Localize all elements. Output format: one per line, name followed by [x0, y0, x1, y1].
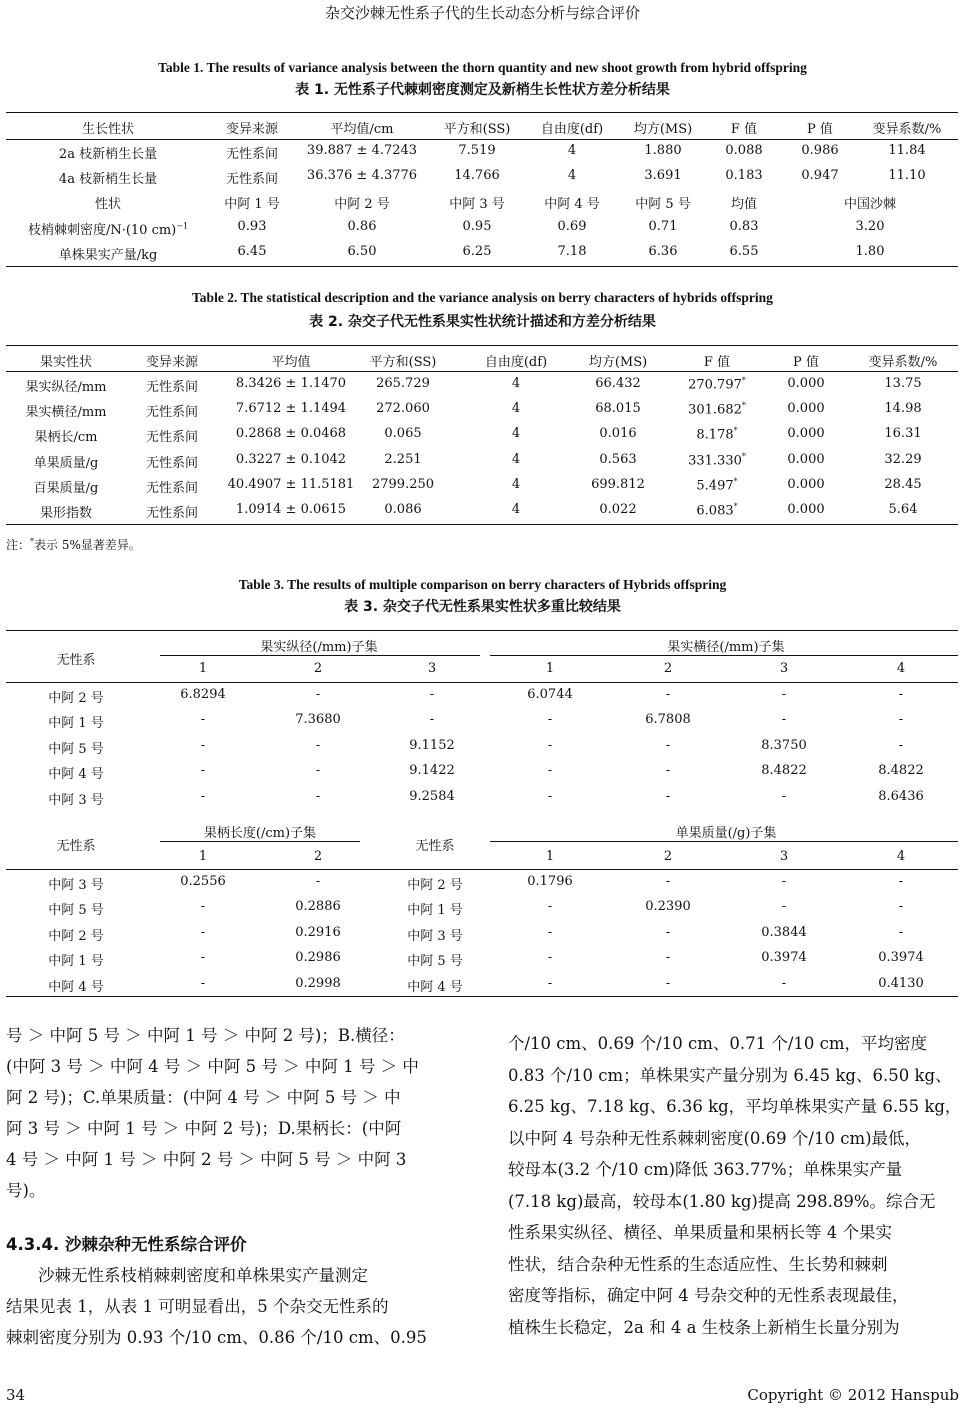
table1-header-cell: 均方(MS)	[633, 122, 693, 137]
table3-top-rule	[6, 630, 958, 631]
table1-cell: 0.86	[347, 219, 377, 234]
table2-cell: 66.432	[595, 376, 641, 391]
table1-cell: 11.84	[888, 143, 926, 158]
table3-cell: -	[547, 763, 553, 778]
table2-cell: 单果质量/g	[33, 456, 99, 471]
table3-clone-label: 无性系	[56, 839, 96, 854]
table2-cell: 699.812	[591, 477, 645, 492]
table3-cell: -	[200, 976, 206, 991]
table1-header2-cell: 中阿 5 号	[635, 197, 691, 212]
table2-cell: 265.729	[376, 376, 430, 391]
table2-cell: 5.64	[888, 502, 918, 517]
table3-cell: 中阿 1 号	[48, 954, 104, 969]
table3-groupB-rule	[490, 655, 958, 656]
table3-cell: 0.2886	[295, 899, 341, 914]
table1-cell: 1.880	[644, 143, 682, 158]
table1-cell: 无性系间	[225, 147, 278, 162]
table1-header-rule	[6, 139, 958, 140]
table3-cell: 0.3974	[878, 950, 924, 965]
table2-cell: 百果质量/g	[33, 481, 99, 496]
table1-header2-cell: 中阿 4 号	[544, 197, 600, 212]
table3-cell: -	[315, 687, 321, 702]
table3-cell: -	[547, 925, 553, 940]
table3-cell: -	[200, 738, 206, 753]
table2-note	[6, 536, 141, 553]
body-line: 号 ＞ 中阿 5 号 ＞ 中阿 1 号 ＞ 中阿 2 号)；B.横径：	[6, 1026, 405, 1045]
table3-subset-b: 2	[663, 661, 673, 676]
table3-cell: 0.2986	[295, 950, 341, 965]
table1-cell: 11.10	[888, 168, 926, 183]
table3-subset-b: 1	[545, 849, 555, 864]
table3-cell: 中阿 4 号	[48, 767, 104, 782]
table1-cell: 2a 枝新梢生长量	[58, 147, 158, 162]
copyright: Copyright © 2012 Hanspub	[747, 1386, 959, 1404]
significance-star: *	[741, 452, 746, 461]
table1-cell: 单株果实产量/kg	[58, 248, 158, 263]
table3-subset-a: 2	[313, 849, 323, 864]
table3-cell: 中阿 2 号	[407, 878, 463, 893]
table2-caption-cn: 表 2. 杂交子代无性系果实性状统计描述和方差分析结果	[309, 314, 656, 330]
table1-cell: 0.947	[801, 168, 839, 183]
table3-cell: 中阿 4 号	[48, 980, 104, 995]
table1-cell: 0.183	[725, 168, 763, 183]
table2-cell: 4	[511, 452, 521, 467]
f-value: 6.083	[696, 503, 734, 519]
f-value: 8.178	[696, 427, 734, 443]
table3-cell: -	[781, 976, 787, 991]
f-value: 5.497	[696, 478, 734, 494]
page-number: 34	[6, 1386, 26, 1404]
table2-header-cell: 变异系数/%	[868, 355, 938, 370]
table2-cell: 1.0914 ± 0.0615	[235, 502, 347, 517]
table3-subset-b: 2	[663, 849, 673, 864]
table1-header-cell: 变异来源	[225, 122, 278, 137]
significance-star: *	[741, 401, 746, 410]
table1-cell: 6.50	[347, 244, 377, 259]
table3-cell: 8.3750	[761, 738, 807, 753]
table3-cell: -	[665, 976, 671, 991]
table1-header-cell: 平均值/cm	[330, 122, 394, 137]
table2-cell: 32.29	[884, 452, 922, 467]
table3-cell: 中阿 5 号	[407, 954, 463, 969]
table3-cell: 6.8294	[180, 687, 226, 702]
table1-header2-cell: 均值	[730, 197, 757, 212]
table2-header-cell: 果实性状	[39, 355, 92, 370]
table2-cell: 0.000	[787, 502, 825, 517]
table2-cell: 4	[511, 401, 521, 416]
table1-cell: 39.887 ± 4.7243	[306, 143, 418, 158]
body-line: (中阿 3 号 ＞ 中阿 4 号 ＞ 中阿 5 号 ＞ 中阿 1 号 ＞ 中	[6, 1057, 419, 1076]
body-line: 阿 2 号)；C.单果质量：(中阿 4 号 ＞ 中阿 5 号 ＞ 中	[6, 1088, 401, 1107]
table1-top-rule	[6, 112, 958, 113]
table3-cell: -	[665, 687, 671, 702]
table3-cell: -	[665, 950, 671, 965]
table3-group-a: 果柄长度(/cm)子集	[203, 826, 317, 841]
body-line: 性系果实纵径、横径、单果质量和果柄长等 4 个果实	[508, 1223, 892, 1242]
table3-cell: -	[898, 899, 904, 914]
table3-cell: -	[200, 950, 206, 965]
table3-group-a: 果实纵径(/mm)子集	[260, 640, 378, 655]
table2-cell: 无性系间	[145, 456, 198, 471]
table1-cell: 7.519	[458, 143, 496, 158]
table2-cell: 28.45	[884, 477, 922, 492]
table1-cell: 4a 枝新梢生长量	[58, 172, 158, 187]
body-line: 0.83 个/10 cm；单株果实产量分别为 6.45 kg、6.50 kg、	[508, 1065, 952, 1085]
table3-bottom-rule	[6, 996, 958, 997]
table2-cell: 果实横径/mm	[25, 405, 107, 420]
table3-cell: -	[665, 925, 671, 940]
table2-cell: 果柄长/cm	[34, 430, 98, 445]
table1-cell: 14.766	[454, 168, 500, 183]
table3-cell: 8.6436	[878, 789, 924, 804]
table2-header-cell: 均方(MS)	[588, 355, 648, 370]
note-star: *	[30, 537, 35, 546]
table3-cell: 0.4130	[878, 976, 924, 991]
table3-group-b: 果实横径(/mm)子集	[667, 640, 785, 655]
table3-cell: 9.1422	[409, 763, 455, 778]
table3-cell: 中阿 1 号	[48, 716, 104, 731]
table3-cell: -	[315, 738, 321, 753]
table1-header-cell: P 值	[807, 122, 833, 137]
table2-cell: 0.000	[787, 452, 825, 467]
table1-cell: 6.36	[648, 244, 678, 259]
table1-cell: 0.69	[557, 219, 587, 234]
body-line: (7.18 kg)最高，较母本(1.80 kg)提高 298.89%。综合无	[508, 1191, 936, 1211]
table3-cell: -	[665, 738, 671, 753]
table2-cell: 无性系间	[145, 481, 198, 496]
table3-cell: -	[898, 874, 904, 889]
table1-caption-en: Table 1. The results of variance analysis between the thorn quantity and new shoot growth from hybrid offspring	[158, 60, 807, 75]
table3-cell: -	[781, 687, 787, 702]
table3-cell: -	[200, 899, 206, 914]
note-prefix: 注：	[6, 538, 31, 552]
table1-cell: 0.95	[462, 219, 492, 234]
density-exponent: −1	[176, 221, 189, 231]
table3-cell: -	[781, 712, 787, 727]
table3-cell: -	[665, 763, 671, 778]
table3-cell: -	[781, 874, 787, 889]
table3-subset-a: 1	[198, 849, 208, 864]
table3-cell: 中阿 3 号	[48, 793, 104, 808]
table2-cell: 14.98	[884, 401, 922, 416]
table2-cell: 0.016	[599, 426, 637, 441]
table3-cell: 中阿 2 号	[48, 929, 104, 944]
table1-cell: 1.80	[855, 244, 885, 259]
table3-cell: -	[547, 738, 553, 753]
table3-cell: 8.4822	[761, 763, 807, 778]
body-line: 密度等指标，确定中阿 4 号杂交种的无性系表现最佳，	[508, 1286, 909, 1305]
table3-clone-label: 无性系	[415, 839, 455, 854]
table1-cell: 6.55	[729, 244, 759, 259]
table2-cell: 2.251	[384, 452, 422, 467]
table3-cell: -	[315, 874, 321, 889]
table3-part2-header-rule	[6, 869, 958, 870]
table2-cell: 0.2868 ± 0.0468	[235, 426, 347, 441]
body-line: 以中阿 4 号杂种无性系棘刺密度(0.69 个/10 cm)最低，	[508, 1128, 922, 1148]
table1-bottom-rule	[6, 266, 958, 267]
table3-cell: 中阿 3 号	[407, 929, 463, 944]
body-line: 结果见表 1，从表 1 可明显看出，5 个杂交无性系的	[6, 1297, 389, 1316]
table3-cell: -	[781, 789, 787, 804]
table2-cell: 0.086	[384, 502, 422, 517]
table3-cell: 0.3844	[761, 925, 807, 940]
table3-cell: -	[315, 763, 321, 778]
table2-top-rule	[6, 345, 958, 346]
body-line: 性状，结合杂种无性系的生态适应性、生长势和棘刺	[508, 1254, 888, 1274]
table2-cell: 0.000	[787, 376, 825, 391]
table2-cell: 13.75	[884, 376, 922, 391]
table1-cell: 0.83	[729, 219, 759, 234]
body-line: 较母本(3.2 个/10 cm)降低 363.77%；单株果实产量	[508, 1160, 903, 1179]
table3-subset-b: 1	[545, 661, 555, 676]
table3-cell: -	[898, 687, 904, 702]
table2-caption-en: Table 2. The statistical description and the variance analysis on berry characters of hybrids offspring	[192, 290, 773, 305]
table3-cell: -	[547, 950, 553, 965]
table1-cell: 7.18	[557, 244, 587, 259]
table2-cell: 4	[511, 376, 521, 391]
table1-cell: 无性系间	[225, 172, 278, 187]
table3-cell: 中阿 3 号	[48, 878, 104, 893]
significance-star: *	[733, 477, 738, 486]
table3-caption-en: Table 3. The results of multiple comparison on berry characters of Hybrids offspring	[238, 577, 727, 592]
table3-cell: 9.1152	[409, 738, 455, 753]
f-value: 270.797	[688, 377, 742, 393]
table2-cell: 0.000	[787, 401, 825, 416]
table1-cell: 36.376 ± 4.3776	[306, 168, 418, 183]
table3-cell: -	[200, 925, 206, 940]
body-line: 4 号 ＞ 中阿 1 号 ＞ 中阿 2 号 ＞ 中阿 5 号 ＞ 中阿 3	[6, 1150, 407, 1169]
table2-cell: 无性系间	[145, 380, 198, 395]
table2-cell: 0.022	[599, 502, 637, 517]
table1-header-cell: 平方和(SS)	[443, 122, 511, 137]
table3-cell: -	[898, 738, 904, 753]
table1-header2-cell: 中阿 1 号	[224, 197, 280, 212]
table3-subset-b: 3	[779, 661, 789, 676]
table3-cell: 6.7808	[645, 712, 691, 727]
table1-cell: 6.25	[462, 244, 492, 259]
table1-cell: 4	[567, 143, 577, 158]
table1-cell: 3.20	[855, 219, 885, 234]
table3-cell: -	[200, 712, 206, 727]
table2-cell: 4	[511, 477, 521, 492]
table2-cell: 7.6712 ± 1.1494	[235, 401, 347, 416]
table3-cell: -	[665, 789, 671, 804]
section-heading: 4.3.4. 沙棘杂种无性系综合评价	[6, 1235, 247, 1254]
density-label: 枝梢棘刺密度/N·(10 cm)	[27, 223, 177, 238]
table2-header-cell: 平方和(SS)	[369, 355, 437, 370]
table3-header-rule	[6, 682, 958, 683]
table2-cell: 4	[511, 502, 521, 517]
table2-header-cell: P 值	[793, 355, 819, 370]
table3-subset-b: 4	[896, 661, 906, 676]
running-head: 杂交沙棘无性系子代的生长动态分析与综合评价	[324, 4, 640, 22]
table2-cell: 无性系间	[145, 506, 198, 521]
table2-cell: 2799.250	[371, 477, 435, 492]
table3-cell: -	[429, 687, 435, 702]
table3-cell: 中阿 2 号	[48, 691, 104, 706]
table1-header-cell: 生长性状	[81, 122, 134, 137]
body-line: 沙棘无性系枝梢棘刺密度和单株果实产量测定	[38, 1266, 368, 1285]
table2-header-cell: 变异来源	[145, 355, 198, 370]
table3-caption-cn: 表 3. 杂交子代无性系果实性状多重比较结果	[344, 599, 621, 615]
table3-cell: 中阿 5 号	[48, 742, 104, 757]
table3-cell: -	[898, 925, 904, 940]
table3-cell: 0.2998	[295, 976, 341, 991]
body-line: 棘刺密度分别为 0.93 个/10 cm、0.86 个/10 cm、0.95	[6, 1328, 427, 1347]
table2-cell: 272.060	[376, 401, 430, 416]
body-line: 号)。	[6, 1181, 46, 1200]
body-line: 植株生长稳定，2a 和 4 a 生枝条上新梢生长量分别为	[508, 1317, 900, 1337]
table2-header-cell: F 值	[703, 355, 731, 370]
table2-header-cell: 平均值	[271, 355, 311, 370]
significance-star: *	[733, 502, 738, 511]
f-value: 331.330	[688, 453, 742, 469]
table2-cell: 0.3227 ± 0.1042	[235, 452, 347, 467]
table2-cell: 68.015	[595, 401, 641, 416]
table3-cell: 6.0744	[527, 687, 573, 702]
table2-cell: 无性系间	[145, 405, 198, 420]
table2-cell: 0.000	[787, 426, 825, 441]
table3-cell: 9.2584	[409, 789, 455, 804]
table3-cell: 0.2556	[180, 874, 226, 889]
body-line: 个/10 cm、0.69 个/10 cm、0.71 个/10 cm，平均密度	[508, 1034, 928, 1053]
table3-cell: 中阿 5 号	[48, 903, 104, 918]
table3-cell: -	[547, 899, 553, 914]
table3-cell: -	[547, 976, 553, 991]
table2-cell: 无性系间	[145, 430, 198, 445]
table1-caption-cn: 表 1. 无性系子代棘刺密度测定及新梢生长性状方差分析结果	[295, 82, 670, 98]
table3-cell: 8.4822	[878, 763, 924, 778]
table1-header-cell: 自由度(df)	[540, 122, 604, 137]
table1-cell: 3.691	[644, 168, 682, 183]
table2-cell: 0.065	[384, 426, 422, 441]
table3-cell: 7.3680	[295, 712, 341, 727]
table3-cell: -	[547, 712, 553, 727]
table3-cell: 0.2916	[295, 925, 341, 940]
table3-cell: 中阿 1 号	[407, 903, 463, 918]
table1-cell: 4	[567, 168, 577, 183]
table3-subset-a: 1	[198, 661, 208, 676]
table3-cell: -	[665, 874, 671, 889]
table2-cell: 果实纵径/mm	[25, 380, 107, 395]
table3-subset-a: 2	[313, 661, 323, 676]
table1-header-cell: 变异系数/%	[872, 122, 942, 137]
table3-clone-label: 无性系	[56, 653, 96, 668]
significance-star: *	[733, 426, 738, 435]
table3-cell: 0.3974	[761, 950, 807, 965]
table3-cell: -	[898, 712, 904, 727]
table1-cell: 0.71	[648, 219, 678, 234]
table3-cell: -	[200, 763, 206, 778]
table3-cell: -	[200, 789, 206, 804]
table2-cell: 40.4907 ± 11.5181	[227, 477, 355, 492]
table2-header-cell: 自由度(df)	[484, 355, 548, 370]
table2-cell: 0.000	[787, 477, 825, 492]
table1-cell: 6.45	[237, 244, 267, 259]
table3-cell: 0.2390	[645, 899, 691, 914]
table1-header2-cell: 中阿 3 号	[449, 197, 505, 212]
table2-cell: 8.3426 ± 1.1470	[235, 376, 347, 391]
table3-cell: -	[547, 789, 553, 804]
table3-cell: -	[429, 712, 435, 727]
table2-cell: 果形指数	[39, 506, 92, 521]
table1-cell: 0.93	[237, 219, 267, 234]
note-text: 表示 5%显著差异。	[34, 538, 141, 552]
table2-bottom-rule	[6, 524, 958, 525]
table3-subset-b: 3	[779, 849, 789, 864]
table2-cell: 4	[511, 426, 521, 441]
significance-star: *	[741, 376, 746, 385]
table1-header2-cell: 中国沙棘	[843, 197, 896, 212]
table3-group-b: 单果质量(/g)子集	[675, 826, 777, 841]
table1-header2-cell: 性状	[94, 197, 121, 212]
body-line: 6.25 kg、7.18 kg、6.36 kg，平均单株果实产量 6.55 kg，	[508, 1097, 962, 1116]
table1-cell: 0.986	[801, 143, 839, 158]
table2-cell: 0.563	[599, 452, 637, 467]
table3-subset-a: 3	[427, 661, 437, 676]
table1-header-cell: F 值	[730, 122, 758, 137]
table3-subset-b: 4	[896, 849, 906, 864]
table3-cell: -	[315, 789, 321, 804]
table1-header2-cell: 中阿 2 号	[334, 197, 390, 212]
table1-cell: 0.088	[725, 143, 763, 158]
f-value: 301.682	[688, 402, 742, 418]
table3-cell: -	[781, 899, 787, 914]
table3-cell: 中阿 4 号	[407, 980, 463, 995]
table2-header-rule	[6, 371, 958, 372]
body-line: 阿 3 号 ＞ 中阿 1 号 ＞ 中阿 2 号)；D.果柄长：(中阿	[6, 1119, 402, 1138]
table2-cell: 16.31	[884, 426, 922, 441]
table3-cell: 0.1796	[527, 874, 573, 889]
